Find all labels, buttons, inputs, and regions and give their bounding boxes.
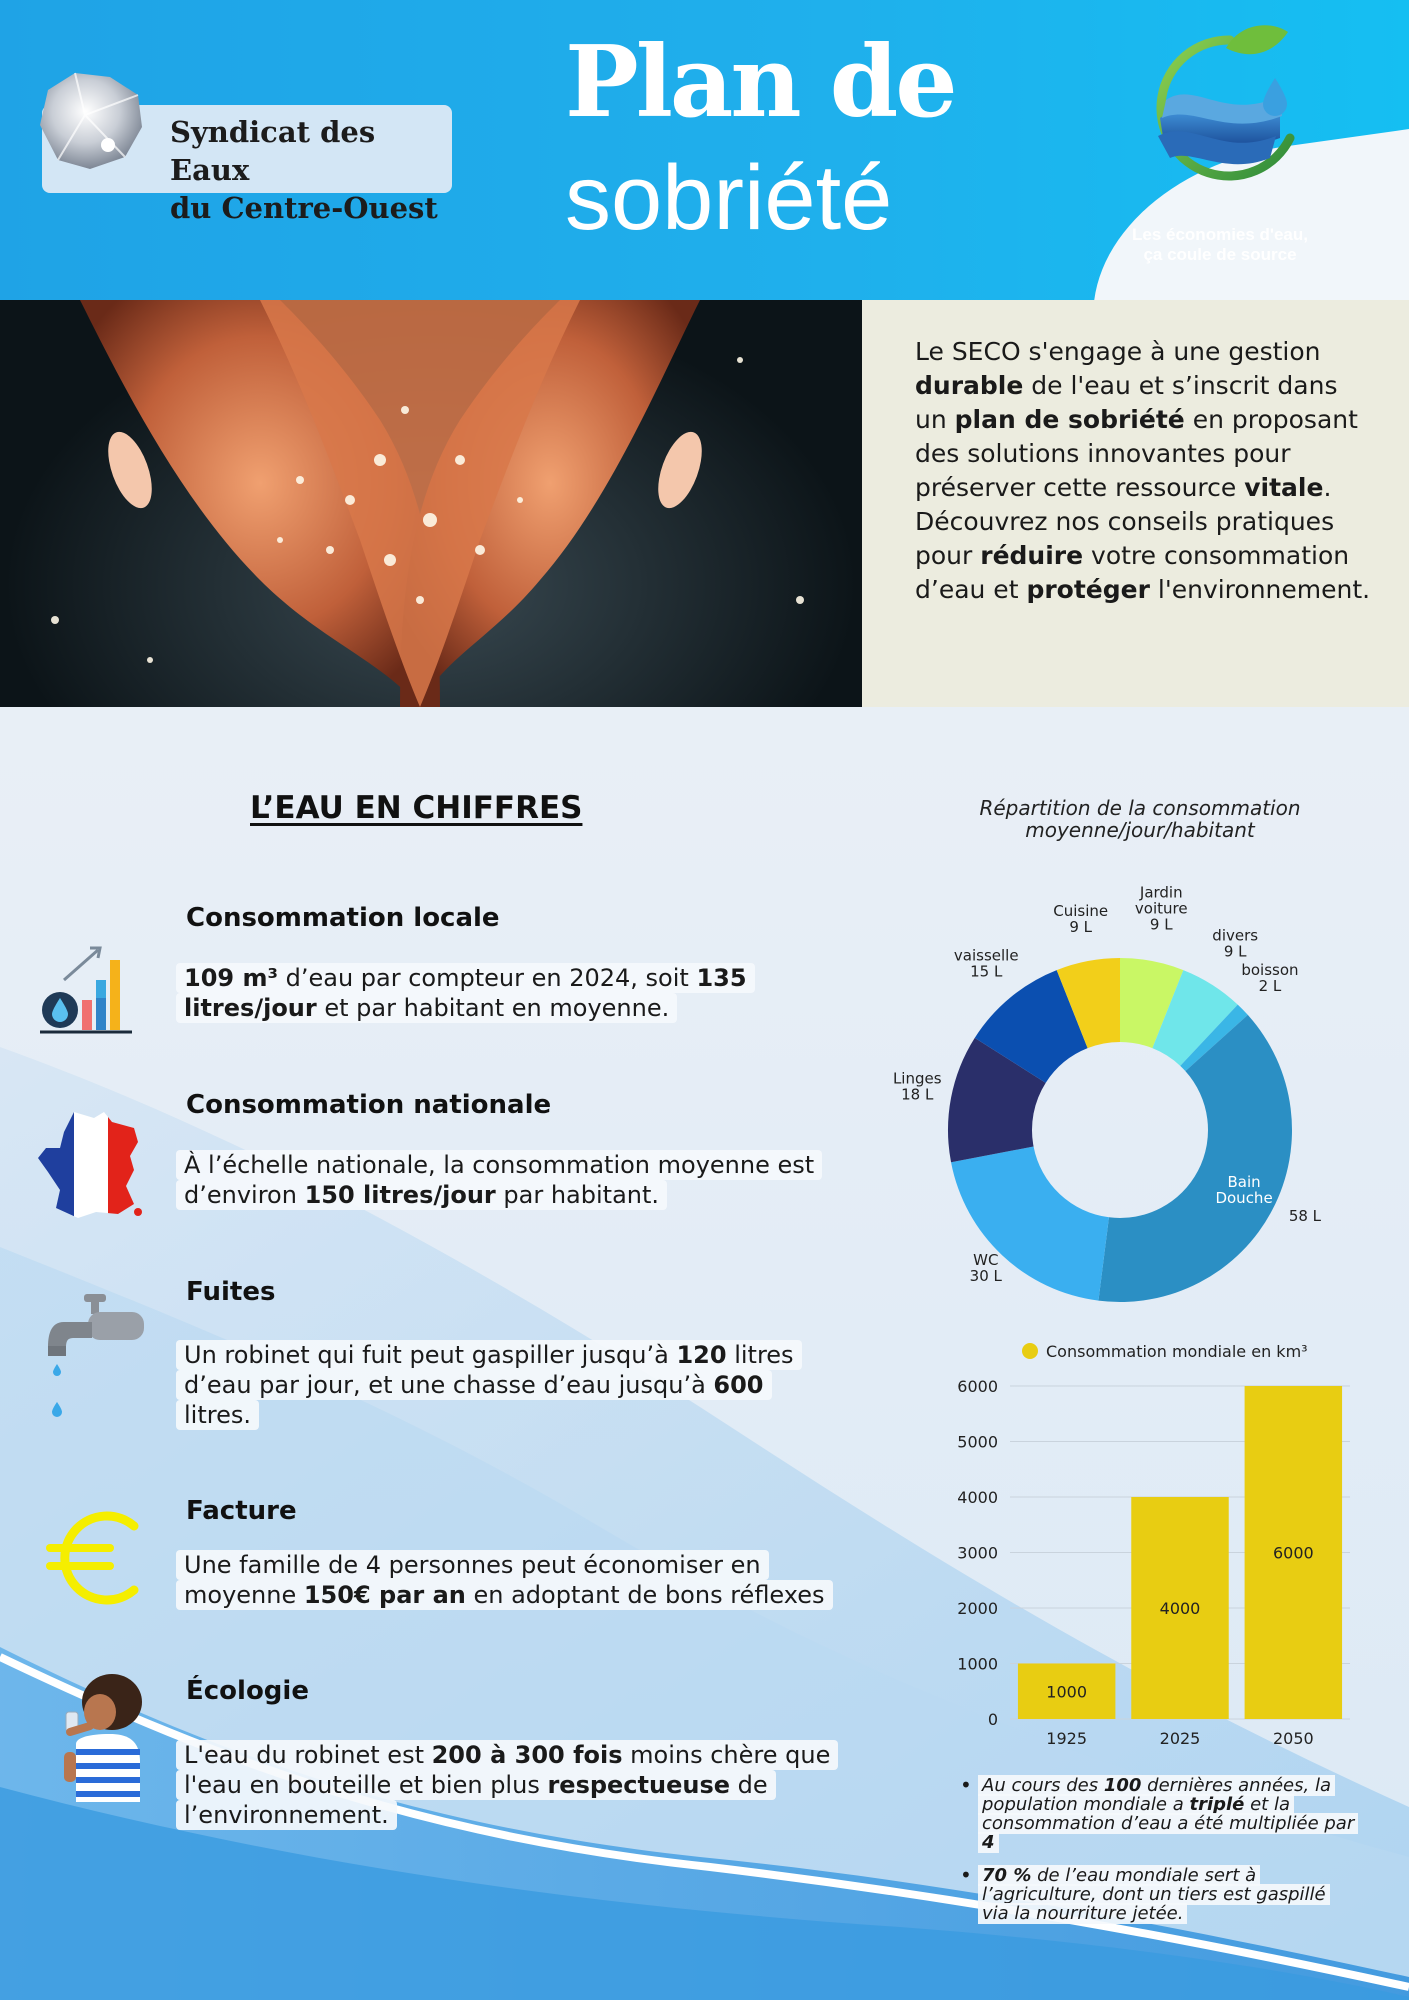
emphasis-text: 200 à 300 fois xyxy=(431,1741,623,1769)
emphasis-text: protéger xyxy=(1026,575,1150,604)
emphasis-text: vitale xyxy=(1244,473,1324,502)
section-title: L’EAU EN CHIFFRES xyxy=(250,790,583,826)
slice-value: 15 L xyxy=(970,962,1003,981)
text-span: dernières années, la population mondiale a xyxy=(982,1775,1331,1815)
y-tick-label: 6000 xyxy=(957,1377,998,1396)
header-banner xyxy=(0,0,1409,300)
emphasis-text: plan de sobriété xyxy=(954,405,1185,434)
text-span: litres d’eau par jour, et une chasse d’eau jusqu’à xyxy=(184,1341,794,1399)
slice-label: Jardin xyxy=(1139,883,1183,902)
text-content xyxy=(176,963,755,1023)
item-text-bill xyxy=(176,1550,846,1610)
notes-list xyxy=(958,1776,1358,1937)
bar-value-label: 6000 xyxy=(1272,1543,1314,1563)
text-span: en adoptant de bons réflexes xyxy=(465,1581,825,1609)
y-tick-label: 3000 xyxy=(957,1543,998,1563)
text-span: d’eau par compteur en 2024, soit xyxy=(277,964,697,992)
text-span: À l’échelle nationale, la consommation moyenne est d’environ xyxy=(184,1151,815,1209)
x-tick-label: 1925 xyxy=(1046,1729,1088,1748)
text-span: l'environnement. xyxy=(1149,575,1371,604)
text-span: Le SECO s'engage à une gestion xyxy=(915,337,1321,366)
slice-value: 2 L xyxy=(1258,977,1282,996)
slice-label: Cuisine xyxy=(1053,901,1109,920)
y-tick-label: 4000 xyxy=(957,1488,998,1507)
intro-paragraph xyxy=(915,335,1375,607)
slice-value: 9 L xyxy=(1069,917,1093,936)
text-span: Un robinet qui fuit peut gaspiller jusqu’à xyxy=(184,1341,677,1369)
person-drinking-icon xyxy=(60,1672,150,1812)
page-title-line1: Plan de xyxy=(565,25,955,140)
slice-label: vaisselle xyxy=(953,946,1019,965)
emphasis-text: 109 m³ xyxy=(184,964,278,992)
text-content xyxy=(978,1775,1358,1853)
text-content xyxy=(978,1865,1330,1924)
text-span: de l’eau mondiale sert à l’agriculture, dont un tiers est gaspillé via la nourriture jetée. xyxy=(982,1865,1326,1924)
item-text-national xyxy=(176,1150,846,1210)
slice-label: Bain xyxy=(1227,1172,1261,1191)
emphasis-text: 120 xyxy=(676,1341,727,1369)
slice-label: voiture xyxy=(1134,899,1188,918)
hands-water-photo xyxy=(0,300,862,707)
item-title-local: Consommation locale xyxy=(186,903,500,933)
text-span: et par habitant en moyenne. xyxy=(316,994,670,1022)
emphasis-text: 4 xyxy=(982,1832,995,1853)
item-title-leaks: Fuites xyxy=(186,1277,276,1307)
text-span: . Découvrez nos conseils pratiques pour xyxy=(915,473,1335,570)
text-content xyxy=(915,337,1370,604)
text-content xyxy=(176,1740,838,1830)
cupped-hands-icon xyxy=(0,300,862,707)
bar-chart-water-icon xyxy=(38,940,134,1036)
item-text-leaks xyxy=(176,1340,846,1430)
org-name: Syndicat des Eaux du Centre-Ouest xyxy=(42,105,452,193)
text-span: moins chère que l'eau en bouteille et bien plus xyxy=(184,1741,831,1799)
slice-value: 58 L xyxy=(1288,1207,1322,1226)
text-span: par habitant. xyxy=(495,1181,660,1209)
bar-value-label: 4000 xyxy=(1159,1599,1201,1618)
item-text-ecology xyxy=(176,1740,846,1830)
water-wave-leaf-logo-icon xyxy=(1130,18,1310,198)
text-span: de l'eau et s’inscrit dans un xyxy=(915,371,1338,434)
emphasis-text: réduire xyxy=(980,541,1084,570)
x-tick-label: 2050 xyxy=(1272,1729,1314,1748)
text-span: et la consommation d’eau a été multipliée par xyxy=(982,1794,1355,1834)
item-text-local xyxy=(176,963,846,1023)
text-span: Une famille de 4 personnes peut économiser en moyenne xyxy=(184,1551,761,1609)
emphasis-text: durable xyxy=(915,371,1024,400)
legend-marker xyxy=(1022,1343,1038,1359)
page-title-line2: sobriété xyxy=(565,147,893,249)
bar-chart xyxy=(940,1336,1360,1756)
org-logo xyxy=(30,65,460,225)
emphasis-text: 100 xyxy=(1103,1775,1142,1796)
donut-chart-title: Répartition de la consommation moyenne/jour/habitant xyxy=(979,796,1301,842)
emphasis-text: 70 % xyxy=(982,1865,1032,1886)
slice-value: 9 L xyxy=(1223,942,1247,961)
y-tick-label: 5000 xyxy=(957,1432,998,1452)
item-title-ecology: Écologie xyxy=(186,1676,309,1706)
text-span: en proposant des solutions innovantes pour préserver cette ressource xyxy=(915,405,1358,502)
note-item xyxy=(958,1866,1358,1923)
slice-label: divers xyxy=(1212,926,1259,945)
slice-label: WC xyxy=(973,1250,999,1269)
item-title-bill: Facture xyxy=(186,1496,297,1526)
dripping-faucet-icon xyxy=(44,1292,144,1422)
y-tick-label: 0 xyxy=(987,1710,998,1729)
emphasis-text: 600 xyxy=(713,1371,764,1399)
x-tick-label: 2025 xyxy=(1159,1729,1201,1748)
emphasis-text: 135 litres/jour xyxy=(184,964,747,1022)
text-span: Au cours des xyxy=(982,1775,1104,1796)
slice-value: 9 L xyxy=(1149,915,1173,934)
bar-value-label: 1000 xyxy=(1046,1682,1088,1702)
text-content xyxy=(176,1340,802,1430)
slice-label: Linges xyxy=(892,1069,942,1088)
legend-label: Consommation mondiale en km³ xyxy=(1046,1342,1308,1361)
text-content xyxy=(176,1150,822,1210)
emphasis-text: respectueuse xyxy=(547,1771,731,1799)
text-span: L'eau du robinet est xyxy=(184,1741,432,1769)
donut-chart xyxy=(880,860,1360,1320)
y-tick-label: 1000 xyxy=(957,1654,998,1674)
france-flag-map-icon xyxy=(34,1108,146,1220)
text-span: litres. xyxy=(184,1401,251,1429)
slice-label: boisson xyxy=(1241,961,1299,980)
emphasis-text: triplé xyxy=(1189,1794,1245,1815)
note-item xyxy=(958,1776,1358,1852)
y-tick-label: 2000 xyxy=(957,1599,998,1618)
text-span: de l’environnement. xyxy=(184,1771,768,1829)
slice-value: 30 L xyxy=(969,1266,1002,1285)
slice-value: 18 L xyxy=(901,1085,934,1104)
crystal-rock-icon xyxy=(30,65,150,175)
item-title-national: Consommation nationale xyxy=(186,1090,552,1120)
text-content xyxy=(176,1550,833,1610)
text-span: votre consommation d’eau et xyxy=(915,541,1350,604)
euro-icon xyxy=(46,1508,146,1608)
emphasis-text: 150€ par an xyxy=(303,1581,466,1609)
slice-label: Douche xyxy=(1215,1188,1273,1207)
tagline: Les économies d'eau, ça coule de source xyxy=(1132,225,1308,264)
emphasis-text: 150 litres/jour xyxy=(304,1181,496,1209)
